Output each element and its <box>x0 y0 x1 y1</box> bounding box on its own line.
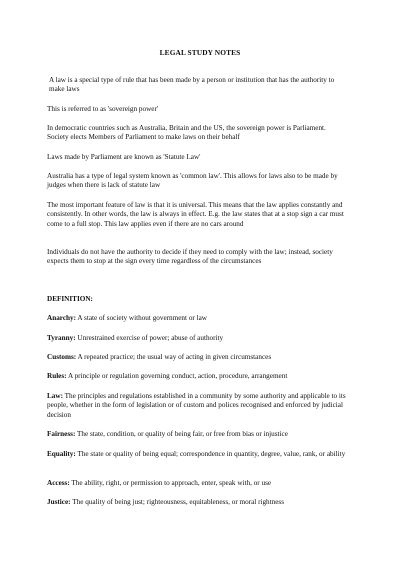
definitions-heading: DEFINITION: <box>47 295 93 303</box>
paragraph-individuals-comply: Individuals do not have the authority to decide if they need to comply with the law; instead, society expects them to stop at the sign every time regardless of the circumstances <box>47 248 333 266</box>
definition-text: A principle or regulation governing conduct, action, procedure, arrangement <box>66 372 288 380</box>
definition-term: Law: <box>47 392 63 400</box>
definition-term: Tyranny: <box>47 334 76 342</box>
paragraph-democratic-countries: In democratic countries such as Australia, Britain and the US, the sovereign power is Parliament. Society elects Members of Parliament to make laws on their behalf <box>47 124 326 142</box>
definition-term: Access: <box>47 479 70 487</box>
definition-fairness <box>47 430 349 439</box>
paragraph-sovereign-power: This is referred to as 'sovereign power' <box>47 105 159 113</box>
definition-justice <box>47 498 349 507</box>
definition-text: The state or quality of being equal; correspondence in quantity, degree, value, rank, or ability <box>75 450 346 458</box>
definition-text: The principles and regulations established in a community by some authority and applicable to its people, whether in the form of legislation or of custom and polices recognised and enforced by judicial decision <box>47 392 346 419</box>
definition-text: Unrestrained exercise of power; abuse of authority <box>75 334 224 342</box>
definition-rules <box>47 372 349 381</box>
definition-term: Fairness: <box>47 430 76 438</box>
definition-tyranny <box>47 334 349 343</box>
definition-law <box>47 392 349 420</box>
paragraph-universal-law: The most important feature of law is that it is universal. This means that the law applies constantly and consistently. In other words, the law is always in effect. E.g. the law states that at a stop sign a car must come to a full stop. This law applies even if there are no cars around <box>47 201 344 228</box>
definition-text: A repeated practice; the usual way of acting in given circumstances <box>76 353 272 361</box>
definition-term: Equality: <box>47 450 76 458</box>
definition-text: A state of society without government or law <box>76 314 207 322</box>
paragraph-common-law: Australia has a type of legal system known as 'common law'. This allows for laws also to be made by judges when there is lack of statute law <box>47 172 338 190</box>
definition-term: Rules: <box>47 372 67 380</box>
paragraph-statute-law: Laws made by Parliament are known as 'Statute Law' <box>47 153 201 161</box>
definition-term: Anarchy: <box>47 314 77 322</box>
page-title: LEGAL STUDY NOTES <box>159 48 241 57</box>
definition-term: Justice: <box>47 498 71 506</box>
paragraph-law-definition: A law is a special type of rule that has been made by a person or institution that has the authority to make laws <box>49 76 335 94</box>
definition-term: Customs: <box>47 353 77 361</box>
definition-text: The quality of being just; righteousness, equitableness, or moral rightness <box>70 498 285 506</box>
definition-text: The state, condition, or quality of being fair, or free from bias or injustice <box>75 430 288 438</box>
definition-anarchy <box>47 314 349 323</box>
definition-access <box>47 479 349 488</box>
definition-text: The ability, right, or permission to approach, enter, speak with, or use <box>69 479 272 487</box>
definition-equality <box>47 450 349 459</box>
definition-customs <box>47 353 349 362</box>
